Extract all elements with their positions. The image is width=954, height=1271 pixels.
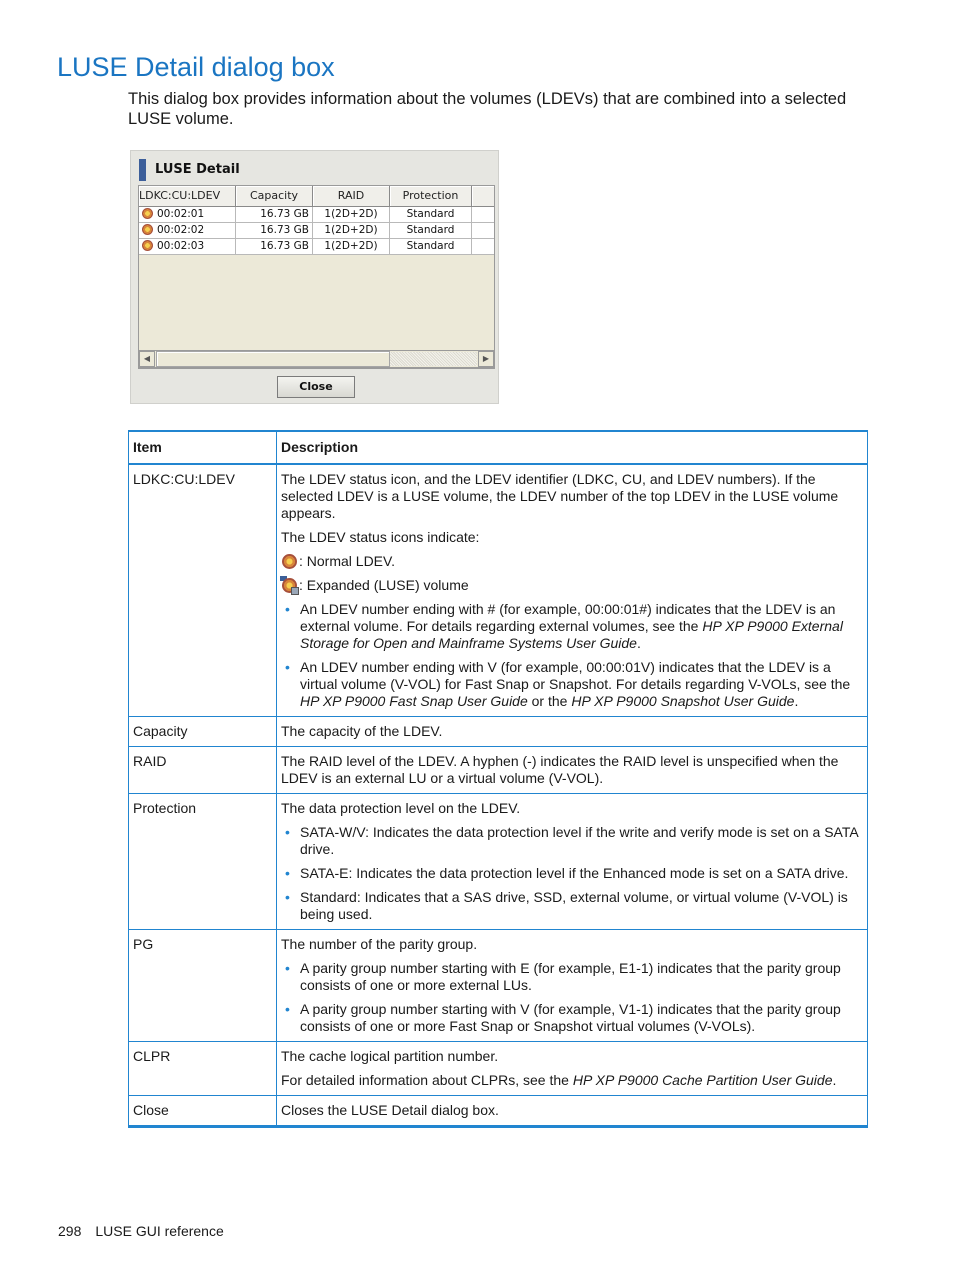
cell-protection: Standard bbox=[390, 207, 472, 222]
list-item: • An LDEV number ending with V (for example, 00:00:01V) indicates that the LDEV is a virtual volume (V-VOL) for Fast Snap or Snapshot. For details regarding V-VOLs, see the HP XP P9000 Fast Snap User Guide or the HP XP P9000 Snapshot User Guide. bbox=[300, 659, 863, 710]
row-description bbox=[277, 1042, 868, 1096]
row-item: Close bbox=[129, 1096, 277, 1127]
cell-ldev bbox=[139, 239, 236, 254]
cell-capacity: 16.73 GB bbox=[236, 239, 313, 254]
row-description bbox=[277, 794, 868, 930]
luse-volume-icon bbox=[281, 577, 298, 594]
doc-reference: HP XP P9000 External Storage for Open and Mainframe Systems User Guide bbox=[300, 618, 843, 651]
table-row bbox=[129, 794, 868, 930]
page-footer bbox=[58, 1223, 224, 1239]
doc-reference: HP XP P9000 Cache Partition User Guide bbox=[572, 1072, 833, 1088]
table-row bbox=[129, 1096, 868, 1127]
column-header-capacity[interactable]: Capacity bbox=[236, 186, 313, 206]
cell-raid: 1(2D+2D) bbox=[313, 239, 390, 254]
table-row[interactable] bbox=[139, 223, 494, 239]
cell-capacity: 16.73 GB bbox=[236, 223, 313, 238]
header-item: Item bbox=[129, 431, 277, 464]
row-description bbox=[277, 930, 868, 1042]
table-row bbox=[129, 717, 868, 747]
icon-legend-text: : Expanded (LUSE) volume bbox=[299, 577, 469, 593]
cell-ldev bbox=[139, 223, 236, 238]
normal-ldev-icon bbox=[281, 553, 298, 570]
column-header-ldev[interactable]: LDKC:CU:LDEV bbox=[139, 186, 236, 206]
footer-section: LUSE GUI reference bbox=[95, 1223, 224, 1239]
ldev-status-icon bbox=[142, 224, 153, 235]
table-row[interactable] bbox=[139, 207, 494, 223]
description-text: The LDEV status icon, and the LDEV identifier (LDKC, CU, and LDEV numbers). If the selected LDEV is a LUSE volume, the LDEV number of the top LDEV in the LUSE volume appears. bbox=[281, 471, 839, 521]
row-item: RAID bbox=[129, 747, 277, 794]
ldev-id: 00:02:01 bbox=[157, 208, 205, 220]
scrollbar-track[interactable] bbox=[390, 352, 477, 366]
list-item: • A parity group number starting with V (for example, V1-1) indicates that the parity group consists of one or more Fast Snap or Snapshot virtual volumes (V-VOLs). bbox=[300, 1001, 863, 1035]
description-table bbox=[128, 430, 868, 1128]
doc-reference: HP XP P9000 Snapshot User Guide bbox=[571, 693, 795, 709]
description-text: The cache logical partition number. bbox=[281, 1048, 499, 1064]
cell-extra bbox=[472, 207, 494, 222]
cell-raid: 1(2D+2D) bbox=[313, 207, 390, 222]
luse-detail-dialog bbox=[130, 150, 499, 404]
scroll-right-icon[interactable]: ▶ bbox=[478, 351, 494, 367]
row-description: The RAID level of the LDEV. A hyphen (-) indicates the RAID level is unspecified when the LDEV is an external LU or a virtual volume (V-VOL). bbox=[277, 747, 868, 794]
description-text: The number of the parity group. bbox=[281, 936, 478, 952]
cell-protection: Standard bbox=[390, 223, 472, 238]
bullet-list bbox=[281, 960, 863, 1035]
scroll-left-icon[interactable]: ◀ bbox=[139, 351, 155, 367]
close-button[interactable]: Close bbox=[277, 376, 355, 398]
horizontal-scrollbar[interactable] bbox=[138, 350, 495, 368]
description-text: For detailed information about CLPRs, see the HP XP P9000 Cache Partition User Guide. bbox=[281, 1072, 837, 1088]
list-item: • Standard: Indicates that a SAS drive, SSD, external volume, or virtual volume (V-VOL) is being used. bbox=[300, 889, 863, 923]
intro-paragraph: This dialog box provides information about the volumes (LDEVs) that are combined into a selected LUSE volume. bbox=[128, 90, 847, 128]
list-item: • SATA-E: Indicates the data protection level if the Enhanced mode is set on a SATA drive. bbox=[300, 865, 863, 882]
row-description: The capacity of the LDEV. bbox=[277, 717, 868, 747]
row-description: Closes the LUSE Detail dialog box. bbox=[277, 1096, 868, 1127]
cell-raid: 1(2D+2D) bbox=[313, 223, 390, 238]
cell-protection: Standard bbox=[390, 239, 472, 254]
dialog-title: LUSE Detail bbox=[155, 162, 240, 177]
ldev-id: 00:02:03 bbox=[157, 240, 205, 252]
cell-ldev bbox=[139, 207, 236, 222]
table-row bbox=[129, 464, 868, 717]
icon-legend-expanded bbox=[281, 577, 863, 594]
bullet-list bbox=[281, 601, 863, 710]
cell-extra bbox=[472, 223, 494, 238]
table-row bbox=[129, 930, 868, 1042]
list-item: • SATA-W/V: Indicates the data protection level if the write and verify mode is set on a SATA drive. bbox=[300, 824, 863, 858]
cell-extra bbox=[472, 239, 494, 254]
table-row bbox=[129, 747, 868, 794]
ldev-grid bbox=[138, 185, 495, 369]
ldev-status-icon bbox=[142, 240, 153, 251]
column-header-protection[interactable]: Protection bbox=[390, 186, 472, 206]
row-item: PG bbox=[129, 930, 277, 1042]
dialog-title-bar-accent bbox=[139, 159, 146, 181]
column-header-extra bbox=[472, 186, 494, 206]
table-row bbox=[129, 1042, 868, 1096]
doc-reference: HP XP P9000 Fast Snap User Guide bbox=[300, 693, 528, 709]
list-item: • An LDEV number ending with # (for example, 00:00:01#) indicates that the LDEV is an external volume. For details regarding external volumes, see the HP XP P9000 External Storage for Open and Mainframe Systems User Guide. bbox=[300, 601, 863, 652]
table-header-row bbox=[129, 431, 868, 464]
cell-capacity: 16.73 GB bbox=[236, 207, 313, 222]
row-description bbox=[277, 464, 868, 717]
description-text: The LDEV status icons indicate: bbox=[281, 529, 480, 545]
scrollbar-thumb[interactable] bbox=[156, 351, 390, 367]
list-item: • A parity group number starting with E (for example, E1-1) indicates that the parity group consists of one or more external LUs. bbox=[300, 960, 863, 994]
icon-legend-normal bbox=[281, 553, 863, 570]
row-item: CLPR bbox=[129, 1042, 277, 1096]
bullet-list bbox=[281, 824, 863, 923]
ldev-status-icon bbox=[142, 208, 153, 219]
row-item: Protection bbox=[129, 794, 277, 930]
page-number: 298 bbox=[58, 1223, 82, 1239]
row-item: LDKC:CU:LDEV bbox=[129, 464, 277, 717]
header-description: Description bbox=[277, 431, 868, 464]
column-header-raid[interactable]: RAID bbox=[313, 186, 390, 206]
table-row[interactable] bbox=[139, 239, 494, 255]
ldev-id: 00:02:02 bbox=[157, 224, 205, 236]
icon-legend-text: : Normal LDEV. bbox=[299, 553, 395, 569]
page-title: LUSE Detail dialog box bbox=[57, 52, 335, 82]
description-text: The data protection level on the LDEV. bbox=[281, 800, 521, 816]
row-item: Capacity bbox=[129, 717, 277, 747]
grid-header bbox=[139, 186, 494, 207]
